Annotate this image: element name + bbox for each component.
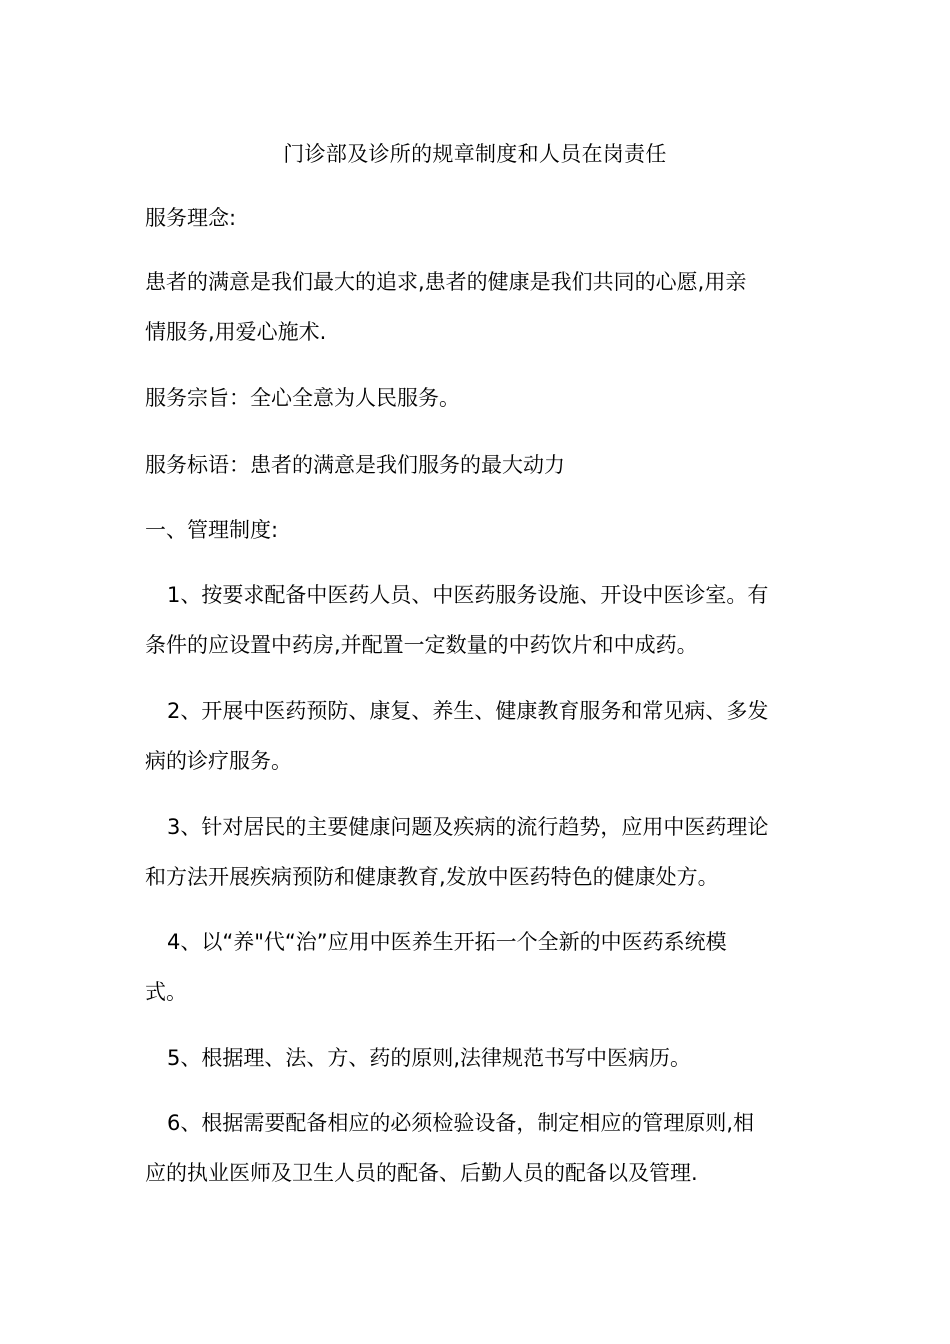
rule-item-4: 4、以“养"代“治”应用中医养生开拓一个全新的中医药系统模 式。 [145, 930, 727, 1004]
service-slogan: 服务标语：患者的满意是我们服务的最大动力 [145, 453, 565, 477]
service-purpose: 服务宗旨：全心全意为人民服务。 [145, 386, 460, 410]
rule-item-5: 5、根据理、法、方、药的原则,法律规范书写中医病历。 [167, 1046, 692, 1070]
rule-item-3: 3、针对居民的主要健康问题及疾病的流行趋势，应用中医药理论 和方法开展疾病预防和健康教育,发放中医药特色的健康处方。 [145, 815, 769, 889]
rule-item-2: 2、开展中医药预防、康复、养生、健康教育服务和常见病、多发 病的诊疗服务。 [145, 699, 769, 773]
rule-item-1: 1、按要求配备中医药人员、中医药服务设施、开设中医诊室。有 条件的应设置中药房,并配置一定数量的中药饮片和中成药。 [145, 583, 769, 657]
service-concept-heading: 服务理念: [145, 206, 237, 230]
rule-item-6: 6、根据需要配备相应的必须检验设备，制定相应的管理原则,相 应的执业医师及卫生人员的配备、后勤人员的配备以及管理. [145, 1111, 755, 1185]
service-concept-text: 患者的满意是我们最大的追求,患者的健康是我们共同的心愿,用亲 情服务,用爱心施术. [145, 270, 747, 344]
document-title: 门诊部及诊所的规章制度和人员在岗责任 [283, 142, 667, 166]
management-heading: 一、管理制度: [145, 518, 279, 542]
